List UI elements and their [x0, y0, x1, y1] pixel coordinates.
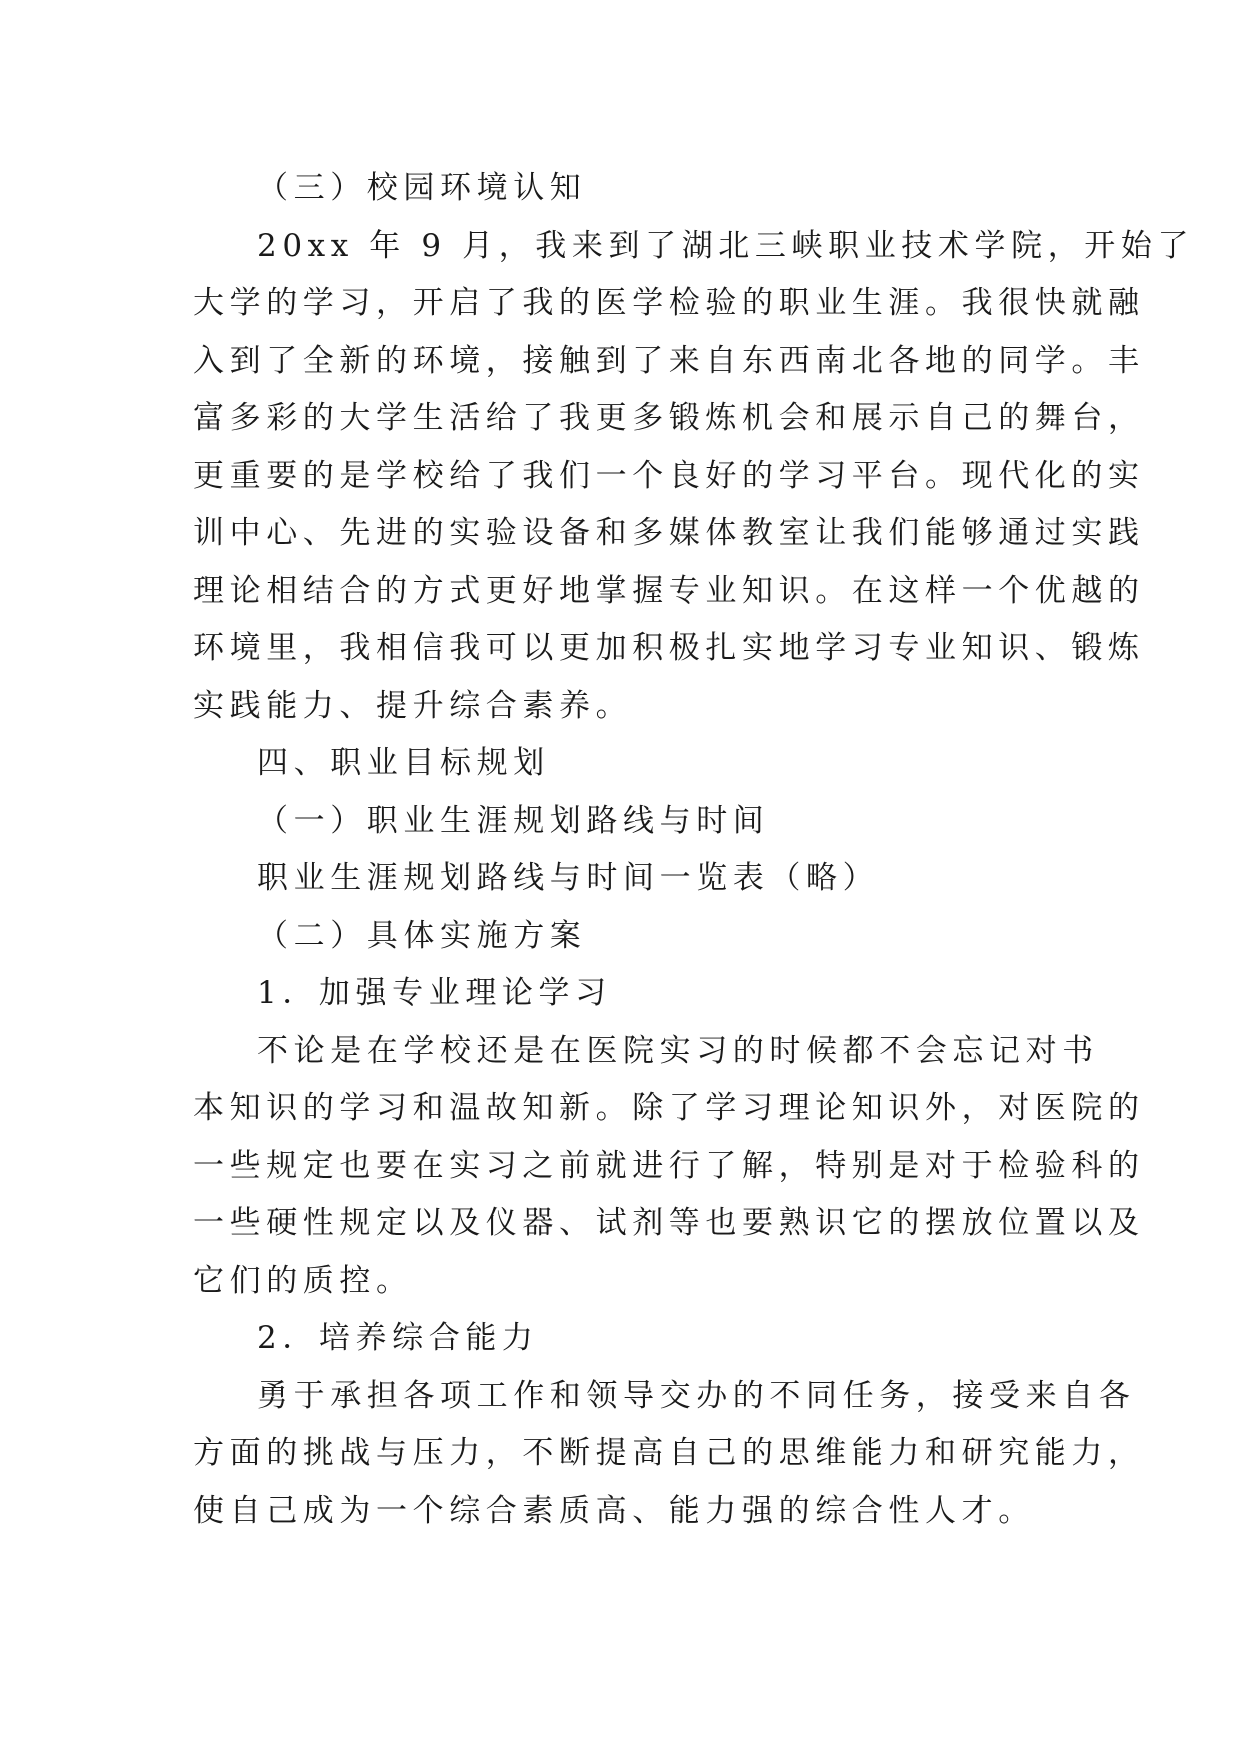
heading-career-route-and-time: （一）职业生涯规划路线与时间	[257, 802, 770, 839]
paragraph-line: 它们的质控。	[193, 1262, 413, 1299]
paragraph-line: 入到了全新的环境，接触到了来自东西南北各地的同学。丰	[193, 342, 1145, 379]
paragraph-line: 大学的学习，开启了我的医学检验的职业生涯。我很快就融	[193, 285, 1145, 321]
paragraph-line: 训中心、先进的实验设备和多媒体教室让我们能够通过实践	[193, 515, 1145, 551]
document-body	[193, 160, 1195, 1540]
heading-strengthen-theory-study: 1．加强专业理论学习	[257, 975, 612, 1011]
heading-campus-environment: （三）校园环境认知	[257, 170, 587, 206]
heading-cultivate-comprehensive-ability: 2．培养综合能力	[257, 1320, 539, 1356]
paragraph-line: 本知识的学习和温故知新。除了学习理论知识外，对医院的	[193, 1090, 1145, 1126]
paragraph-line: 不论是在学校还是在医院实习的时候都不会忘记对书	[257, 1032, 1099, 1069]
paragraph-line: 勇于承担各项工作和领导交办的不同任务，接受来自各	[257, 1377, 1136, 1414]
heading-implementation-plan: （二）具体实施方案	[257, 917, 587, 954]
paragraph-line: 实践能力、提升综合素养。	[193, 687, 633, 724]
paragraph-line: 环境里，我相信我可以更加积极扎实地学习专业知识、锻炼	[193, 630, 1145, 666]
paragraph-line: 富多彩的大学生活给了我更多锻炼机会和展示自己的舞台，	[193, 400, 1145, 436]
paragraph-line: 理论相结合的方式更好地掌握专业知识。在这样一个优越的	[193, 572, 1145, 609]
paragraph-line: 职业生涯规划路线与时间一览表（略）	[257, 860, 880, 896]
paragraph-line: 使自己成为一个综合素质高、能力强的综合性人才。	[193, 1492, 1035, 1529]
paragraph-line: 更重要的是学校给了我们一个良好的学习平台。现代化的实	[193, 457, 1145, 494]
paragraph-line: 方面的挑战与压力，不断提高自己的思维能力和研究能力，	[193, 1435, 1145, 1471]
heading-career-goal-planning: 四、职业目标规划	[257, 745, 550, 781]
paragraph-line: 一些规定也要在实习之前就进行了解，特别是对于检验科的	[193, 1147, 1145, 1184]
paragraph-line: 一些硬性规定以及仪器、试剂等也要熟识它的摆放位置以及	[193, 1205, 1145, 1241]
paragraph-line: 20xx 年 9 月，我来到了湖北三峡职业技术学院，开始了	[257, 227, 1195, 264]
